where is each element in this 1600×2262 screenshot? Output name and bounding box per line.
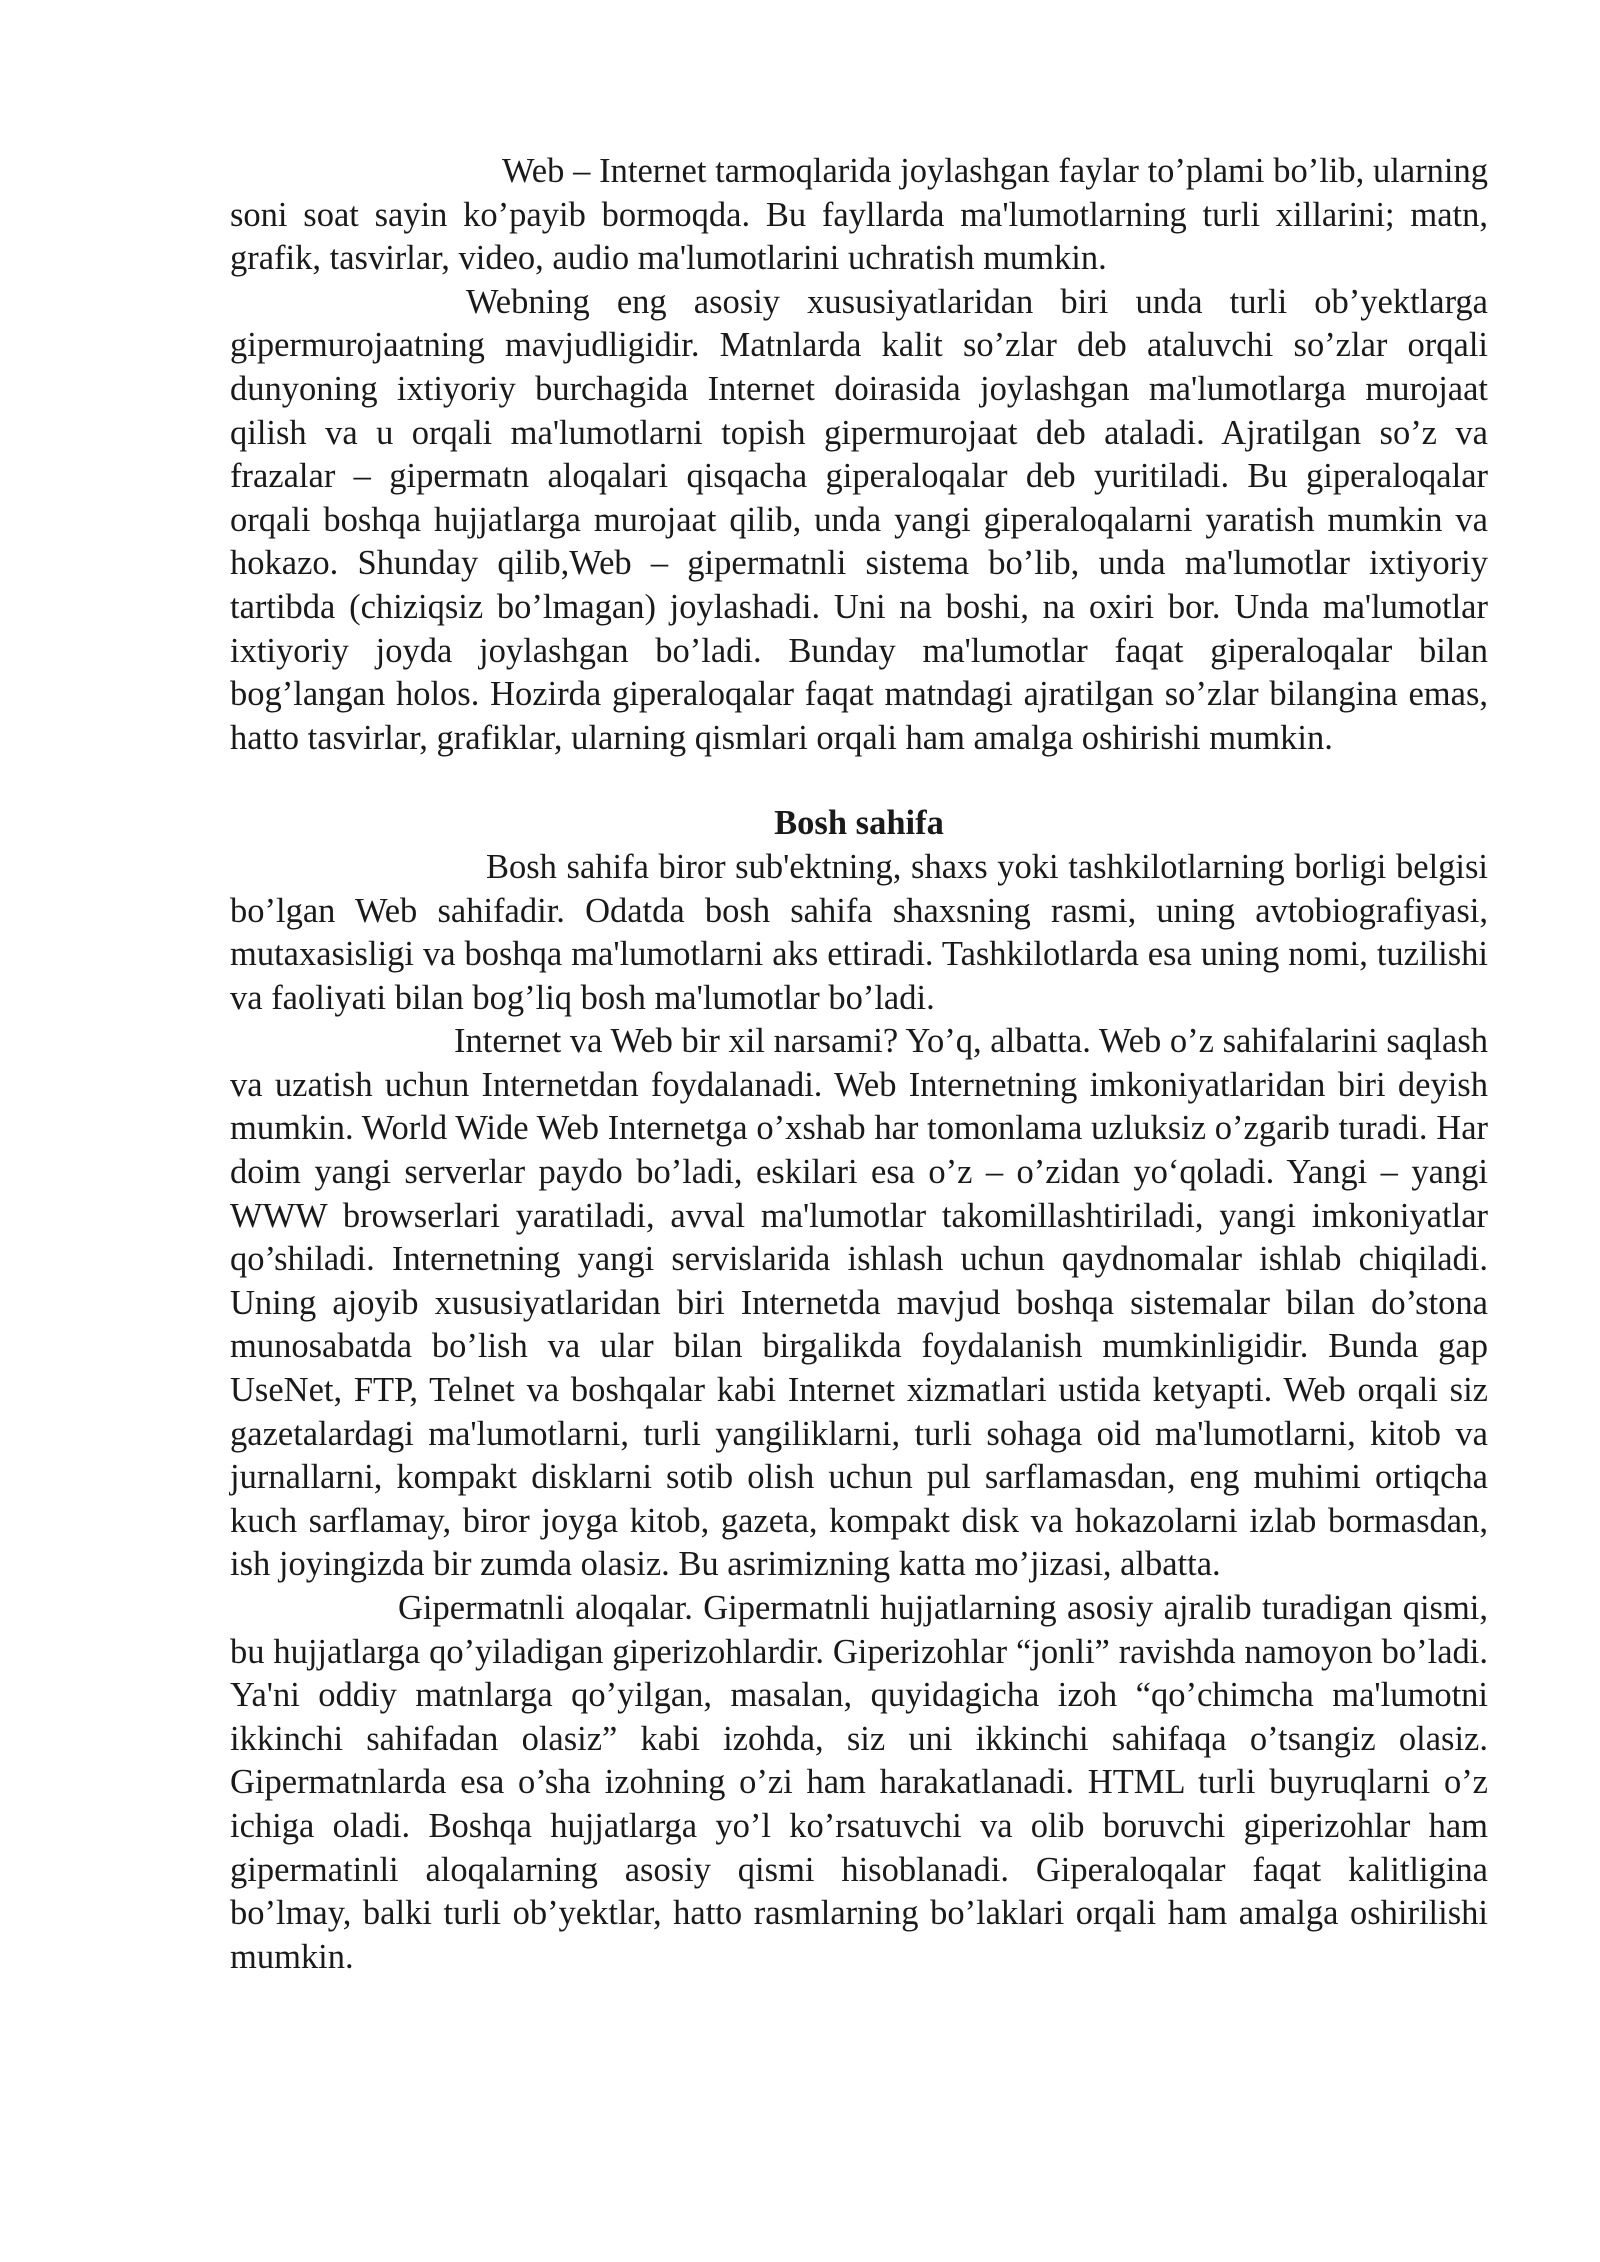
paragraph-home-page: Bosh sahifa biror sub'ektning, shaxs yoki tashkilotlarning borligi belgisi bo’lgan Web sahifadir. Odatda bosh sahifa shaxsning rasmi, uning avtobiografiyasi, mutaxasisligi va boshqa ma'lumotlarni aks ettiradi. Tashkilotlarda esa uning nomi, tuzilishi va faoliyati bilan bog’liq bosh ma'lumotlar bo’ladi. <box>230 847 1488 1017</box>
paragraph-hypertext-links: Gipermatnli aloqalar. Gipermatnli hujjatlarning asosiy ajralib turadigan qismi, bu hujjatlarga qo’yiladigan giperizohlardir. Giperizohlar “jonli” ravishda namoyon bo’ladi. Ya'ni oddiy matnlarga qo’yilgan, masalan, quyidagicha izoh “qo’chimcha ma'lumotni ikkinchi sahifadan olasiz” kabi izohda, siz uni ikkinchi sahifaqa o’tsangiz olasiz. Gipermatnlarda esa o’sha izohning o’zi ham harakatlanadi. HTML turli buyruqlarni o’z ichiga oladi. Boshqa hujjatlarga yo’l ko’rsatuvchi va olib boruvchi giperizohlar ham gipermatinli aloqalarning asosiy qismi hisoblanadi. Giperaloqalar faqat kalitligina bo’lmay, balki turli ob’yektlar, hatto rasmlarning bo’laklari orqali ham amalga oshirilishi mumkin. <box>230 1589 1488 1976</box>
paragraph-internet-vs-web: Internet va Web bir xil narsami? Yo’q, albatta. Web o’z sahifalarini saqlash va uzatish uchun Internetdan foydalanadi. Web Internetning imkoniyatlaridan biri deyish mumkin. World Wide Web Internetga o’xshab har tomonlama uzluksiz o’zgarib turadi. Har doim yangi serverlar paydo bo’ladi, eskilari esa o’z – o’zidan yo‘qoladi. Yangi – yangi WWW browserlari yaratiladi, avval ma'lumotlar takomillashtiriladi, yangi imkoniyatlar qo’shiladi. Internetning yangi servislarida ishlash uchun qaydnomalar ishlab chiqiladi. Uning ajoyib xususiyatlaridan biri Internetda mavjud boshqa sistemalar bilan do’stona munosabatda bo’lish va ular bilan birgalikda foydalanish mumkinligidir. Bunda gap UseNet, FTP, Telnet va boshqalar kabi Internet xizmatlari ustida ketyapti. Web orqali siz gazetalardagi ma'lumotlarni, turli yangiliklarni, turli sohaga oid ma'lumotlarni, kitob va jurnallarni, kompakt disklarni sotib olish uchun pul sarflamasdan, eng muhimi ortiqcha kuch sarflamay, biror joyga kitob, gazeta, kompakt disk va hokazolarni izlab bormasdan, ish joyingizda bir zumda olasiz. Bu asrimizning katta mo’jizasi, albatta. <box>230 1022 1488 1584</box>
document-page <box>230 150 1488 1979</box>
section-heading: Bosh sahifa <box>774 804 944 843</box>
paragraph-web-features: Webning eng asosiy xususiyatlaridan biri unda turli ob’yektlarga gipermurojaatning mavjudligidir. Matnlarda kalit so’zlar deb ataluvchi so’zlar orqali dunyoning ixtiyoriy burchagida Internet doirasida joylashgan ma'lumotlarga murojaat qilish va u orqali ma'lumotlarni topish gipermurojaat deb ataladi. Ajratilgan so’z va frazalar – gipermatn aloqalari qisqacha giperaloqalar deb yuritiladi. Bu giperaloqalar orqali boshqa hujjatlarga murojaat qilib, unda yangi giperaloqalarni yaratish mumkin va hokazo. Shunday qilib,Web – gipermatnli sistema bo’lib, unda ma'lumotlar ixtiyoriy tartibda (chiziqsiz bo’lmagan) joylashadi. Uni na boshi, na oxiri bor. Unda ma'lumotlar ixtiyoriy joyda joylashgan bo’ladi. Bunday ma'lumotlar faqat giperaloqalar bilan bog’langan holos. Hozirda giperaloqalar faqat matndagi ajratilgan so’zlar bilangina emas, hatto tasvirlar, grafiklar, ularning qismlari orqali ham amalga oshirishi mumkin. <box>230 282 1488 757</box>
paragraph-web-definition: Web – Internet tarmoqlarida joylashgan faylar to’plami bo’lib, ularning soni soat sayin ko’payib bormoqda. Bu fayllarda ma'lumotlarning turli xillarini; matn, grafik, tasvirlar, video, audio ma'lumotlarini uchratish mumkin. <box>230 152 1488 278</box>
